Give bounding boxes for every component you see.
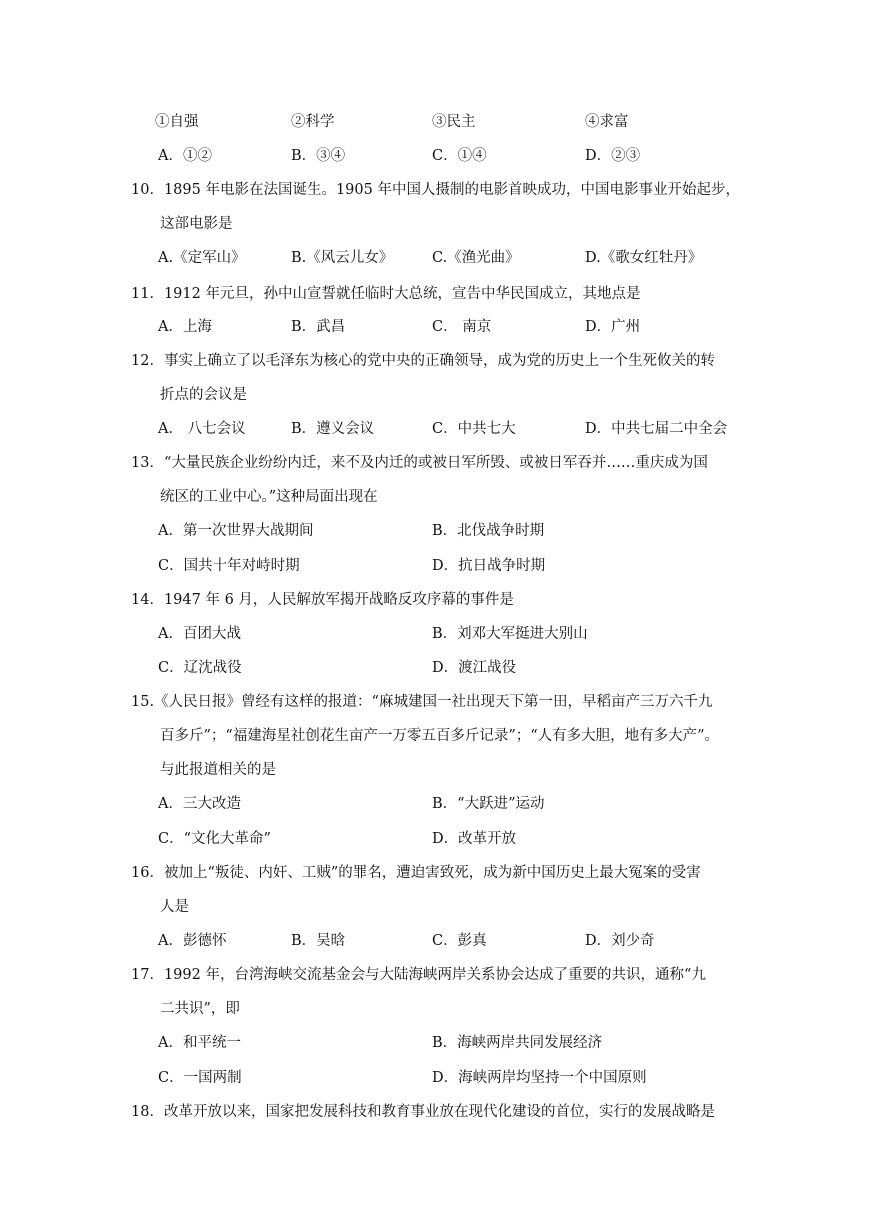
q14-option-b: B．刘邓大军挺进大别山 — [432, 626, 588, 642]
q15-option-b: B．“大跃进”运动 — [432, 796, 545, 812]
q16-option-d: D．刘少奇 — [585, 933, 655, 949]
q11-option-d: D．广州 — [585, 319, 641, 335]
q15-option-d: D．改革开放 — [432, 831, 517, 847]
pre-choice-a: A．①② — [158, 148, 212, 164]
pre-item-2: ②科学 — [291, 114, 335, 130]
question-12-line-1: 12．事实上确立了以毛泽东为核心的党中央的正确领导，成为党的历史上一个生死攸关的转 — [131, 353, 715, 369]
q11-option-a: A．上海 — [158, 319, 212, 335]
q17-option-a: A．和平统一 — [158, 1035, 241, 1051]
q17-option-c: C．一国两制 — [158, 1070, 242, 1086]
question-17-line-2: 二共识”，即 — [160, 1001, 240, 1017]
q12-option-a: A． 八七会议 — [158, 421, 246, 437]
q12-option-d: D．中共七届二中全会 — [585, 421, 728, 437]
question-10-line-2: 这部电影是 — [160, 216, 233, 232]
question-13-line-1: 13．“大量民族企业纷纷内迁，来不及内迁的或被日军所毁、或被日军吞并……重庆成为国 — [131, 455, 708, 471]
question-16-line-2: 人是 — [160, 899, 189, 915]
q13-option-a: A．第一次世界大战期间 — [158, 523, 314, 539]
q16-option-b: B．吴晗 — [291, 933, 346, 949]
question-17-line-1: 17．1992 年，台湾海峡交流基金会与大陆海峡两岸关系协会达成了重要的共识，通称“九 — [131, 967, 706, 983]
q15-option-a: A．三大改造 — [158, 796, 241, 812]
q16-option-c: C．彭真 — [432, 933, 487, 949]
q14-option-d: D．渡江战役 — [432, 660, 517, 676]
q13-option-c: C．国共十年对峙时期 — [158, 558, 300, 574]
q15-option-c: C．“文化大革命” — [158, 831, 271, 847]
question-15-line-3: 与此报道相关的是 — [160, 762, 276, 778]
q14-option-c: C．辽沈战役 — [158, 660, 242, 676]
pre-item-4: ④求富 — [585, 114, 629, 130]
q10-option-c: C.《渔光曲》 — [432, 250, 520, 266]
q10-option-b: B.《风云儿女》 — [291, 250, 394, 266]
pre-item-3: ③民主 — [432, 114, 476, 130]
q16-option-a: A．彭德怀 — [158, 933, 227, 949]
q11-option-c: C． 南京 — [432, 319, 492, 335]
q11-option-b: B．武昌 — [291, 319, 346, 335]
question-12-line-2: 折点的会议是 — [160, 387, 247, 403]
question-10-line-1: 10．1895 年电影在法国诞生。1905 年中国人摄制的电影首映成功，中国电影事业开始起步， — [131, 182, 740, 198]
q10-option-a: A.《定军山》 — [158, 250, 246, 266]
q10-option-d: D.《歌女红牡丹》 — [585, 250, 703, 266]
q13-option-d: D．抗日战争时期 — [432, 558, 546, 574]
question-14-line-1: 14．1947 年 6 月，人民解放军揭开战略反攻序幕的事件是 — [131, 592, 514, 608]
pre-choice-d: D．②③ — [585, 148, 641, 164]
question-13-line-2: 统区的工业中心。”这种局面出现在 — [160, 489, 378, 505]
q17-option-d: D．海峡两岸均坚持一个中国原则 — [432, 1070, 647, 1086]
pre-choice-b: B．③④ — [291, 148, 346, 164]
question-11-line-1: 11．1912 年元旦，孙中山宣誓就任临时大总统，宣告中华民国成立，其地点是 — [131, 286, 641, 302]
q13-option-b: B．北伐战争时期 — [432, 523, 545, 539]
q12-option-b: B．遵义会议 — [291, 421, 375, 437]
q14-option-a: A．百团大战 — [158, 626, 241, 642]
pre-item-1: ①自强 — [155, 114, 199, 130]
q17-option-b: B．海峡两岸共同发展经济 — [432, 1035, 603, 1051]
question-16-line-1: 16．被加上“叛徒、内奸、工贼”的罪名，遭迫害致死，成为新中国历史上最大冤案的受害 — [131, 865, 701, 881]
question-15-line-1: 15.《人民日报》曾经有这样的报道：“麻城建国一社出现天下第一田，早稻亩产三万六千九 — [131, 694, 713, 710]
pre-choice-c: C．①④ — [432, 148, 487, 164]
question-15-line-2: 百多斤”；“福建海星社创花生亩产一万零五百多斤记录”；“人有多大胆，地有多大产”。 — [160, 728, 720, 744]
q12-option-c: C．中共七大 — [432, 421, 516, 437]
question-18-line-1: 18．改革开放以来，国家把发展科技和教育事业放在现代化建设的首位，实行的发展战略是 — [131, 1104, 715, 1120]
